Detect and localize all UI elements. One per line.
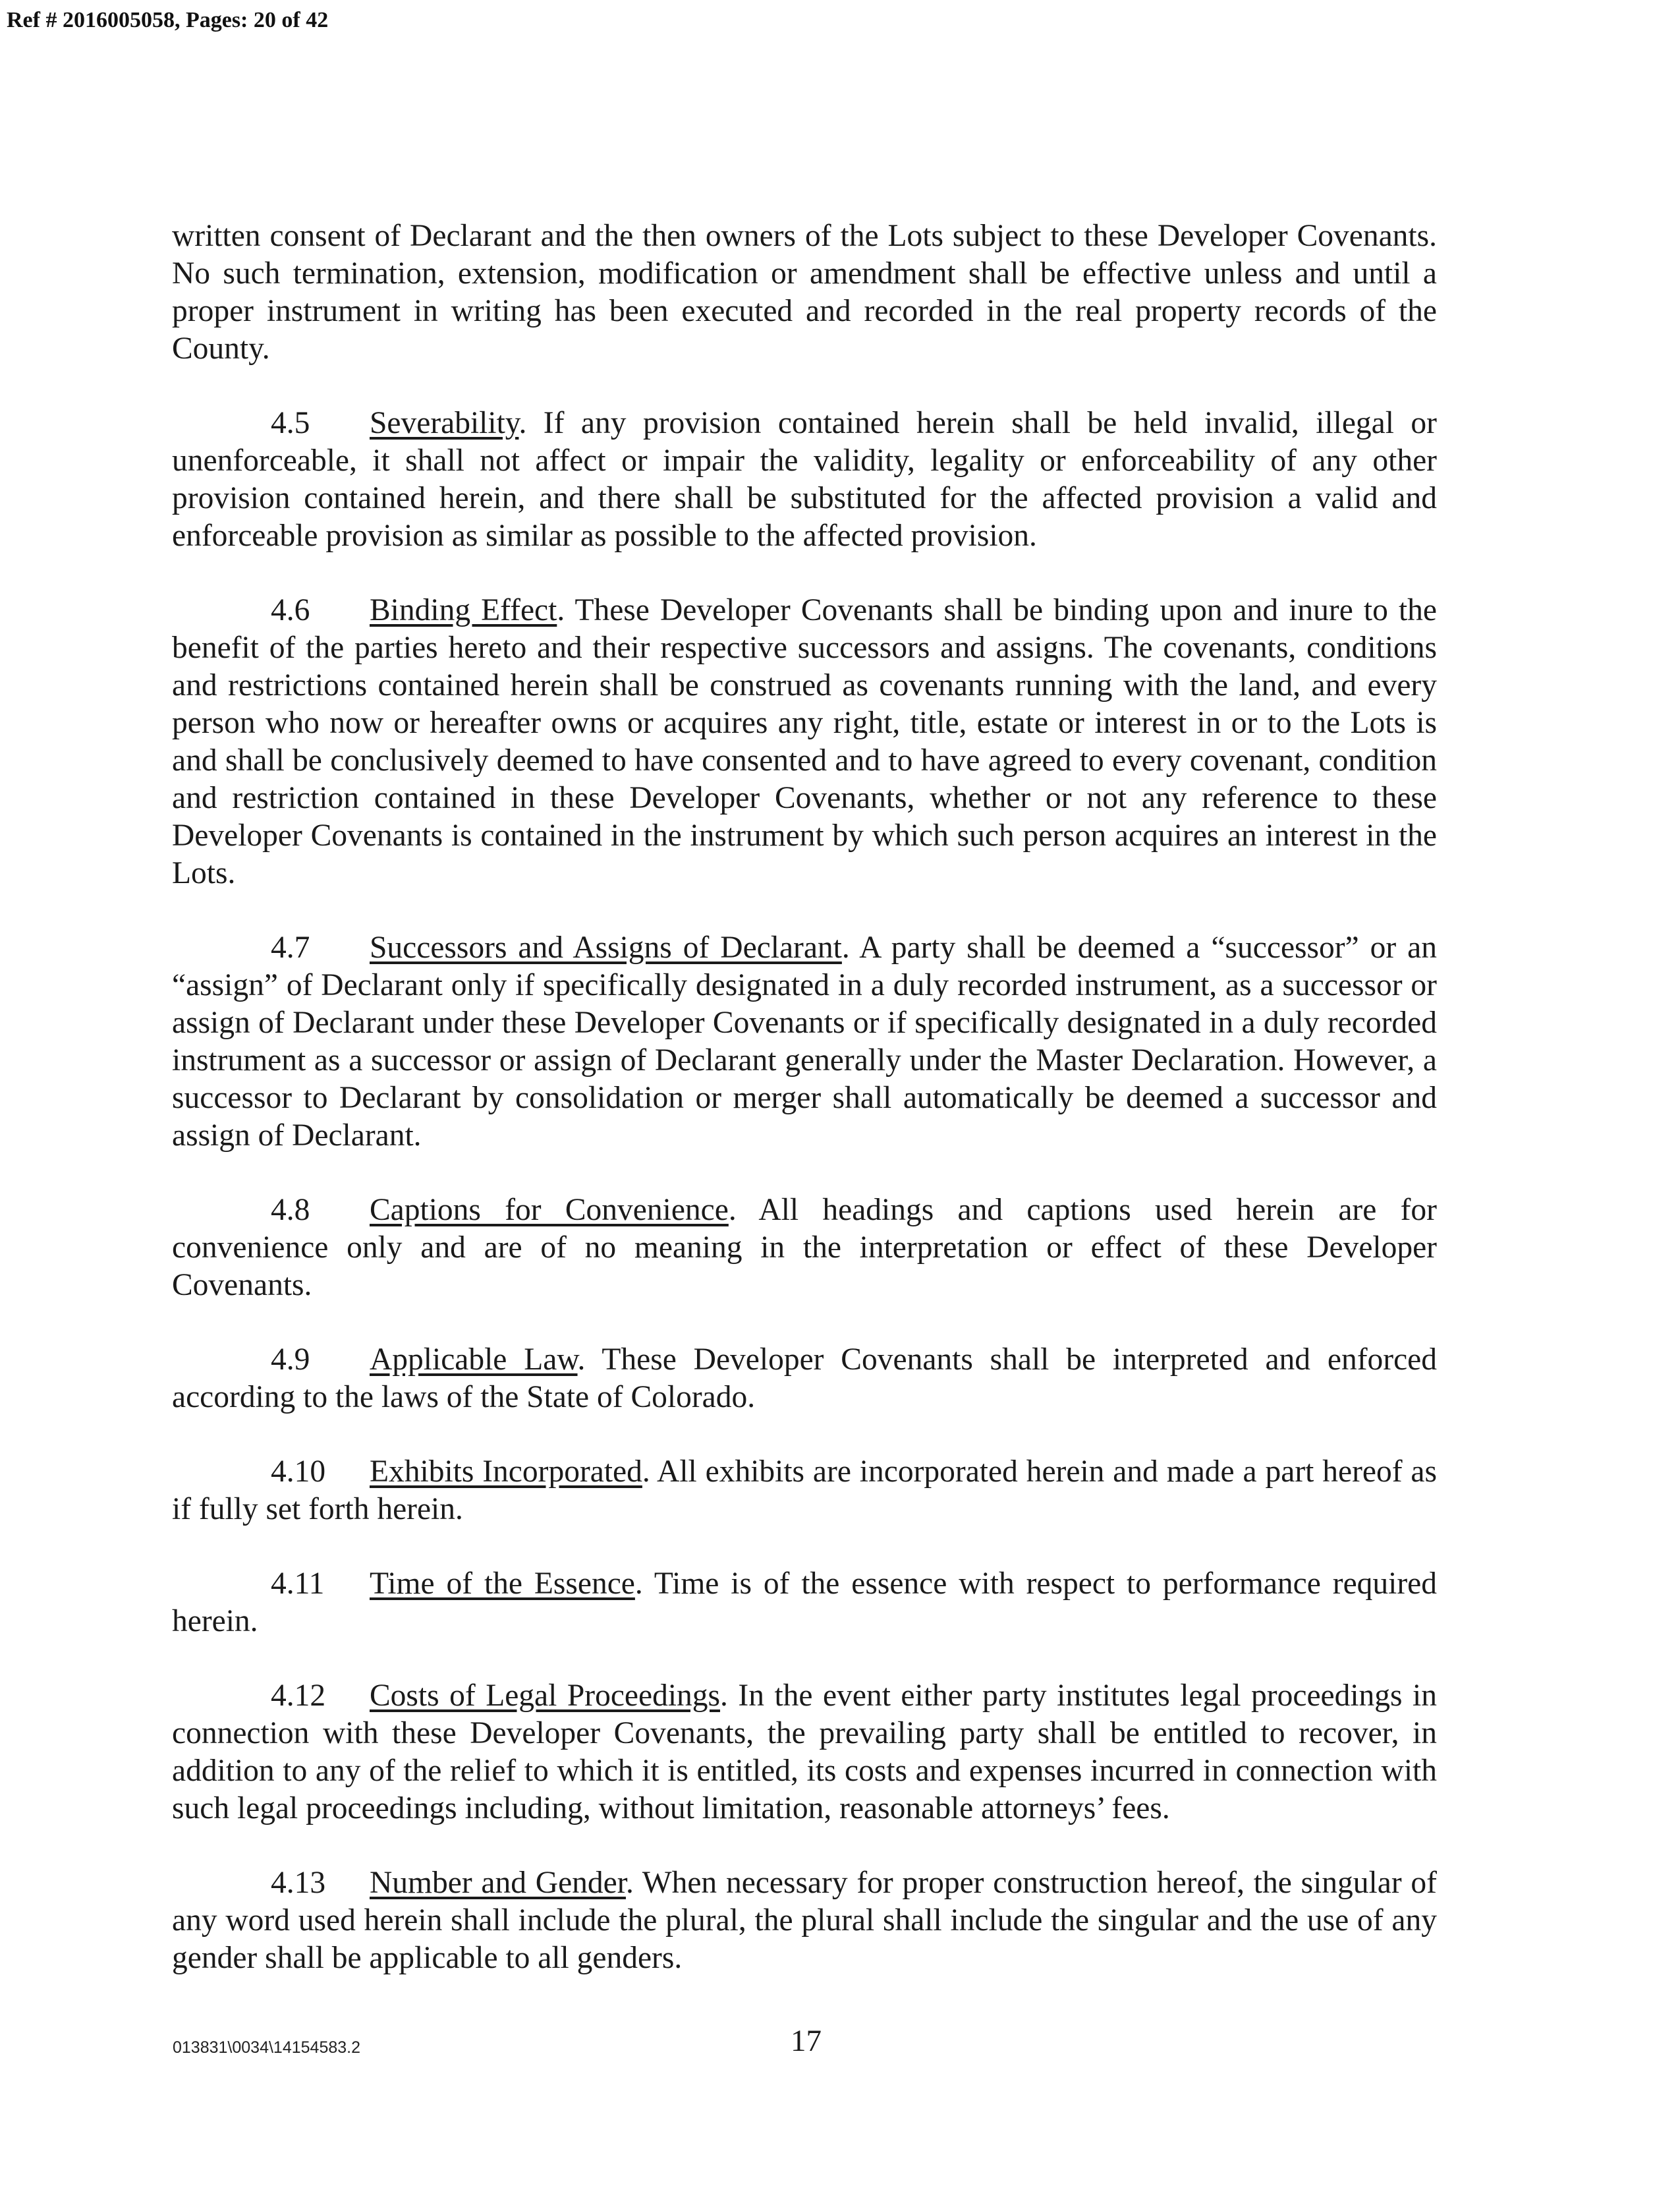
section-number: 4.8 bbox=[271, 1193, 310, 1227]
section-number: 4.11 bbox=[271, 1566, 325, 1601]
section-caption: Severability bbox=[370, 406, 519, 440]
section-caption: Exhibits Incorporated bbox=[370, 1454, 642, 1489]
intro-paragraph: written consent of Declarant and the then owners of the Lots subject to these Developer Covenants. No such termination, extension, modification or amendment shall be effective unless and until a proper instrument in writing has been executed and recorded in the real property records of the County. bbox=[172, 219, 1437, 366]
section-number: 4.13 bbox=[271, 1866, 326, 1900]
section-text: . These Developer Covenants shall be interpreted and enforced according to the laws of the State of Colorado. bbox=[172, 1342, 1437, 1414]
section-4-12 bbox=[172, 1677, 1437, 1827]
section-number: 4.5 bbox=[271, 406, 310, 440]
section-4-8 bbox=[172, 1192, 1437, 1304]
section-text: . When necessary for proper construction hereof, the singular of any word used herein shall include the plural, the plural shall include the singular and the use of any gender shall be applicable to all genders. bbox=[172, 1866, 1437, 1975]
section-4-11 bbox=[172, 1565, 1437, 1640]
section-caption: Applicable Law bbox=[370, 1342, 578, 1377]
section-text: . In the event either party institutes legal proceedings in connection with these Developer Covenants, the prevailing party shall be entitled to recover, in addition to any of the relief to which it is entitled, its costs and expenses incurred in connection with such legal proceedings including, without limitation, reasonable attorneys’ fees. bbox=[172, 1679, 1437, 1825]
section-4-9 bbox=[172, 1341, 1437, 1416]
section-text: . All exhibits are incorporated herein and made a part hereof as if fully set forth herein. bbox=[172, 1454, 1437, 1526]
page-number: 17 bbox=[791, 2024, 822, 2058]
section-4-6 bbox=[172, 592, 1437, 892]
section-4-10 bbox=[172, 1453, 1437, 1528]
section-number: 4.9 bbox=[271, 1342, 310, 1377]
section-number: 4.12 bbox=[271, 1679, 326, 1713]
section-caption: Time of the Essence bbox=[370, 1566, 635, 1601]
section-number: 4.6 bbox=[271, 593, 310, 627]
section-text: . If any provision contained herein shall be held invalid, illegal or unenforceable, it shall not affect or impair the validity, legality or enforceability of any other provision contained herein, and there shall be substituted for the affected provision a valid and enforceable provision as similar as possible to the affected provision. bbox=[172, 406, 1437, 553]
section-text: . A party shall be deemed a “successor” or an “assign” of Declarant only if specifically designated in a duly recorded instrument, as a successor or assign of Declarant under these Developer Covenants or if specifically designated in a duly recorded instrument as a successor or assign of Declarant generally under the Master Declaration. However, a successor to Declarant by consolidation or merger shall automatically be deemed a successor and assign of Declarant. bbox=[172, 931, 1437, 1153]
document-id: 013831\0034\14154583.2 bbox=[173, 2038, 361, 2057]
document-body bbox=[172, 217, 1437, 2014]
section-4-7 bbox=[172, 929, 1437, 1155]
section-caption: Costs of Legal Proceedings bbox=[370, 1679, 721, 1713]
section-number: 4.7 bbox=[271, 931, 310, 965]
recording-reference: Ref # 2016005058, Pages: 20 of 42 bbox=[7, 8, 329, 32]
section-caption: Number and Gender bbox=[370, 1866, 626, 1900]
section-text: . Time is of the essence with respect to performance required herein. bbox=[172, 1566, 1438, 1638]
section-4-5 bbox=[172, 405, 1437, 555]
section-text: . All headings and captions used herein are for convenience only and are of no meaning in the interpretation or effect of these Developer Covenants. bbox=[172, 1193, 1437, 1302]
section-number: 4.10 bbox=[271, 1454, 326, 1489]
section-caption: Successors and Assigns of Declarant bbox=[370, 931, 842, 965]
section-caption: Binding Effect bbox=[370, 593, 557, 627]
section-caption: Captions for Convenience bbox=[370, 1193, 729, 1227]
section-4-13 bbox=[172, 1864, 1437, 1977]
section-text: . These Developer Covenants shall be binding upon and inure to the benefit of the parties hereto and their respective successors and assigns. The covenants, conditions and restrictions contained herein shall be construed as covenants running with the land, and every person who now or hereafter owns or acquires any right, title, estate or interest in or to the Lots is and shall be conclusively deemed to have consented and to have agreed to every covenant, condition and restriction contained in these Developer Covenants, whether or not any reference to these Developer Covenants is contained in the instrument by which such person acquires an interest in the Lots. bbox=[172, 593, 1437, 890]
